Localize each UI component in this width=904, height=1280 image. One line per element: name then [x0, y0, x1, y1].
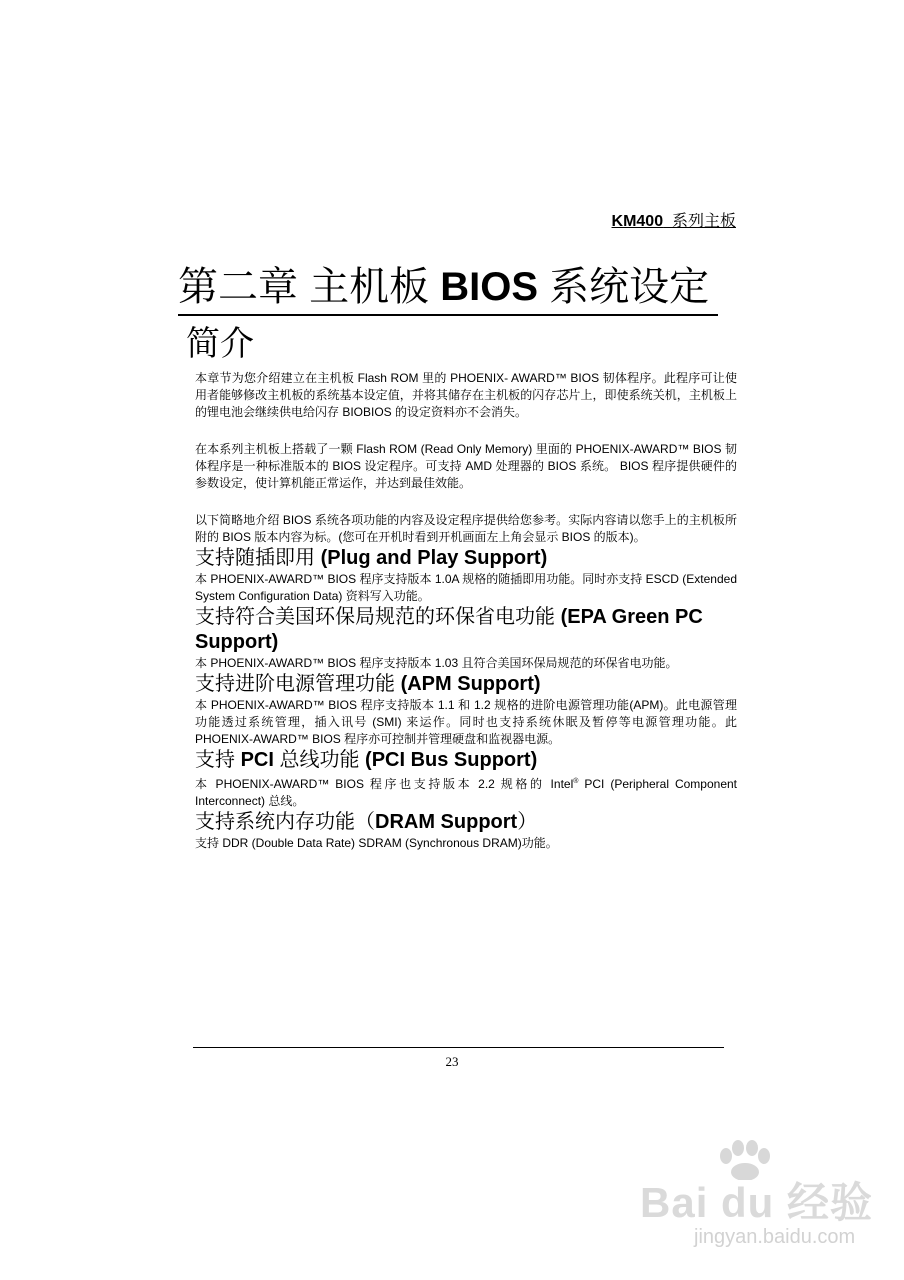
- baidu-watermark: [640, 1140, 874, 1260]
- chapter-title: [178, 262, 718, 316]
- section-title-en: (APM Support): [400, 673, 541, 695]
- section-title-cn: 支持符合美国环保局规范的环保省电功能: [195, 606, 555, 628]
- section-body-pnp: 本 PHOENIX-AWARD™ BIOS 程序支持版本 1.0A 规格的随插即用功能。同时亦支持 ESCD (Extended System Configuration Data) 资料写入功能。: [195, 572, 737, 603]
- section-title-cn: 总线功能: [279, 749, 360, 771]
- registered-mark: ®: [573, 778, 579, 785]
- section-body-epa: 本 PHOENIX-AWARD™ BIOS 程序支持版本 1.03 且符合美国环保局规范的环保省电功能。: [195, 656, 678, 670]
- section-title-en: PCI: [240, 749, 274, 771]
- chapter-title-bios: BIOS: [440, 265, 539, 309]
- intro-paragraph: 以下简略地介绍 BIOS 系统各项功能的内容及设定程序提供给您参考。实际内容请以您手上的主机板所附的 BIOS 版本内容为标。(您可在开机时看到开机画面左上角会显示 BIOS 的版本)。: [195, 513, 737, 544]
- section-title-en: (EPA Green PC Support): [195, 606, 703, 653]
- header-series: 系列主板: [671, 213, 736, 230]
- chapter-title-suffix: 系统设定: [549, 265, 710, 309]
- section-heading-dram: [195, 810, 737, 835]
- header-model: KM400: [611, 213, 664, 230]
- section-body-text: 本 PHOENIX-AWARD™ BIOS 程序也支持版本 2.2 规格的 Intel: [195, 777, 574, 791]
- section-body-apm: 本 PHOENIX-AWARD™ BIOS 程序支持版本 1.1 和 1.2 规格的进阶电源管理功能(APM)。此电源管理功能透过系统管理，插入讯号 (SMI) 来运作。同时也支持系统休眠及暂停等电源管理功能。此 PHOENIX-AWARD™ BIOS 程序亦可控制并管理硬盘和监视器电源。: [195, 698, 737, 746]
- page-number: 23: [445, 1054, 459, 1069]
- section-title-cn: 支持: [195, 749, 235, 771]
- section-title-en: DRAM Support: [375, 811, 518, 833]
- chapter-title-prefix: 第二章 主机板: [178, 265, 430, 309]
- section-title-cn: 支持系统内存功能（: [195, 811, 375, 833]
- intro-heading: 简介: [186, 325, 254, 363]
- section-body-dram: 支持 DDR (Double Data Rate) SDRAM (Synchronous DRAM)功能。: [195, 836, 558, 850]
- section-heading-pci: [195, 748, 737, 773]
- running-header: [612, 208, 736, 231]
- section-heading-pnp: [195, 546, 737, 571]
- section-title-cn: 支持随插即用: [195, 547, 315, 569]
- section-title-cn: 支持进阶电源管理功能: [195, 673, 395, 695]
- section-heading-epa: [195, 605, 737, 655]
- section-title-en: (Plug and Play Support): [320, 547, 548, 569]
- content-body: [195, 370, 737, 852]
- section-heading-apm: [195, 672, 737, 697]
- watermark-brand: Bai du 经验: [640, 1179, 874, 1226]
- intro-paragraph: 本章节为您介绍建立在主机板 Flash ROM 里的 PHOENIX- AWARD™ BIOS 韧体程序。此程序可让使用者能够修改主机板的系统基本设定值，并将其储存在主机板的闪存芯片上，即使系统关机，主机板上的锂电池会继续供电给闪存 BIOBIOS 的设定资料亦不会消失。: [195, 371, 737, 419]
- section-title-cn: ）: [517, 811, 538, 833]
- watermark-url: jingyan.baidu.com: [694, 1226, 856, 1248]
- section-body-text: PCI (Peripheral Component Interconnect) 总线。: [195, 777, 737, 808]
- section-body-pci: [195, 773, 737, 810]
- footer-divider: [193, 1047, 724, 1048]
- intro-paragraph: 在本系列主机板上搭载了一颗 Flash ROM (Read Only Memory) 里面的 PHOENIX-AWARD™ BIOS 韧体程序是一种标准版本的 BIOS 设定程序。可支持 AMD 处理器的 BIOS 系统。 BIOS 程序提供硬件的参数设定，使计算机能正常运作，并达到最佳效能。: [195, 442, 737, 490]
- section-title-en: (PCI Bus Support): [365, 749, 538, 771]
